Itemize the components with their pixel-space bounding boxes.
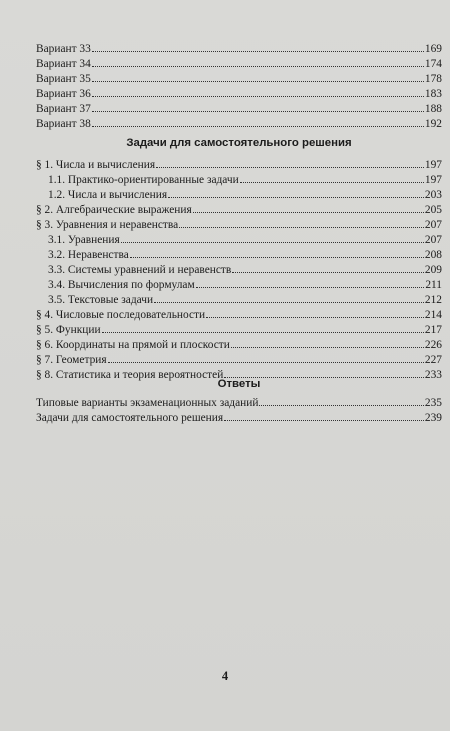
toc-entry-label: § 6. Координаты на прямой и плоскости [36, 339, 230, 351]
leader-dots [231, 337, 424, 348]
leader-dots [206, 307, 424, 318]
toc-entry-page: 192 [424, 118, 442, 130]
toc-entry [36, 217, 442, 231]
toc-entry [36, 101, 442, 115]
toc-entry [36, 232, 442, 246]
toc-entry [36, 292, 442, 306]
leader-dots [92, 71, 424, 82]
toc-entry [36, 86, 442, 100]
leader-dots [92, 101, 424, 112]
toc-entry-page: 226 [424, 339, 442, 351]
toc-entry-page: 217 [424, 324, 442, 336]
toc-entry-page: 208 [424, 249, 442, 261]
toc-entry-label: 1.2. Числа и вычисления [48, 189, 168, 201]
leader-dots [179, 217, 424, 228]
section-heading-tasks: Задачи для самостоятельного решения [126, 137, 352, 149]
toc-entry-label: Типовые варианты экзаменационных заданий [36, 397, 259, 409]
toc-entry-label: 3.1. Уравнения [48, 234, 120, 246]
toc-entry [36, 157, 442, 171]
leader-dots [92, 86, 424, 97]
leader-dots [156, 157, 424, 168]
toc-entry-label: Вариант 36 [36, 88, 91, 100]
toc-entry-page: 233 [424, 369, 442, 381]
toc-entry-page: 207 [424, 234, 442, 246]
toc-entry-label: Вариант 38 [36, 118, 91, 130]
toc-entry-page: 211 [425, 279, 442, 291]
toc-entry-page: 197 [424, 174, 442, 186]
leader-dots [92, 41, 424, 52]
toc-entry [36, 202, 442, 216]
toc-entry-page: 174 [424, 58, 442, 70]
toc-entry-page: 214 [424, 309, 442, 321]
toc-entry-label: 3.2. Неравенства [48, 249, 129, 261]
leader-dots [121, 232, 424, 243]
toc-entry-page: 212 [424, 294, 442, 306]
toc-entry-page: 227 [424, 354, 442, 366]
toc-entry-page: 188 [424, 103, 442, 115]
leader-dots [259, 395, 423, 406]
leader-dots [92, 56, 424, 67]
toc-entry-label: § 2. Алгебраические выражения [36, 204, 192, 216]
toc-entry-label: Вариант 34 [36, 58, 91, 70]
toc-entry [36, 352, 442, 366]
toc-entry [36, 337, 442, 351]
toc-entry-label: § 4. Числовые последовательности [36, 309, 206, 321]
toc-entry-label: Вариант 33 [36, 43, 91, 55]
leader-dots [196, 277, 425, 288]
toc-entry [36, 71, 442, 85]
toc-entry-page: 239 [424, 412, 442, 424]
toc-entry [36, 277, 442, 291]
leader-dots [130, 247, 424, 258]
page-number: 4 [221, 669, 229, 683]
toc-entry-label: 3.5. Текстовые задачи [48, 294, 154, 306]
leader-dots [108, 352, 424, 363]
toc-entry-label: § 8. Статистика и теория вероятностей [36, 369, 224, 381]
toc-entry [36, 41, 442, 55]
toc-entry [36, 395, 442, 409]
toc-entry-label: § 5. Функции [36, 324, 101, 336]
toc-entry-page: 209 [424, 264, 442, 276]
toc-entry [36, 172, 442, 186]
toc-entry-label: Задачи для самостоятельного решения [36, 412, 224, 424]
toc-entry-page: 203 [424, 189, 442, 201]
leader-dots [154, 292, 424, 303]
section-heading-answers: Ответы [217, 378, 261, 390]
toc-entry-label: Вариант 35 [36, 73, 91, 85]
toc-entry-label: 1.1. Практико-ориентированные задачи [48, 174, 239, 186]
toc-entry-page: 235 [424, 397, 442, 409]
toc-entry-label: Вариант 37 [36, 103, 91, 115]
toc-entry-page: 169 [424, 43, 442, 55]
toc-entry-label: § 7. Геометрия [36, 354, 107, 366]
toc-entry-page: 205 [424, 204, 442, 216]
leader-dots [168, 187, 424, 198]
toc-entry-label: § 1. Числа и вычисления [36, 159, 156, 171]
toc-entry [36, 262, 442, 276]
toc-entry [36, 116, 442, 130]
leader-dots [193, 202, 424, 213]
leader-dots [102, 322, 424, 333]
toc-entry-page: 207 [424, 219, 442, 231]
toc-entry [36, 247, 442, 261]
toc-entry [36, 187, 442, 201]
leader-dots [232, 262, 424, 273]
leader-dots [224, 410, 424, 421]
toc-entry-label: 3.4. Вычисления по формулам [48, 279, 195, 291]
toc-entry [36, 56, 442, 70]
toc-entry-label: § 3. Уравнения и неравенства [36, 219, 179, 231]
leader-dots [92, 116, 424, 127]
toc-entry [36, 322, 442, 336]
leader-dots [240, 172, 424, 183]
toc-entry-page: 197 [424, 159, 442, 171]
toc-entry-label: 3.3. Системы уравнений и неравенств [48, 264, 232, 276]
toc-entry [36, 410, 442, 424]
toc-entry-page: 178 [424, 73, 442, 85]
toc-entry-page: 183 [424, 88, 442, 100]
toc-entry [36, 307, 442, 321]
